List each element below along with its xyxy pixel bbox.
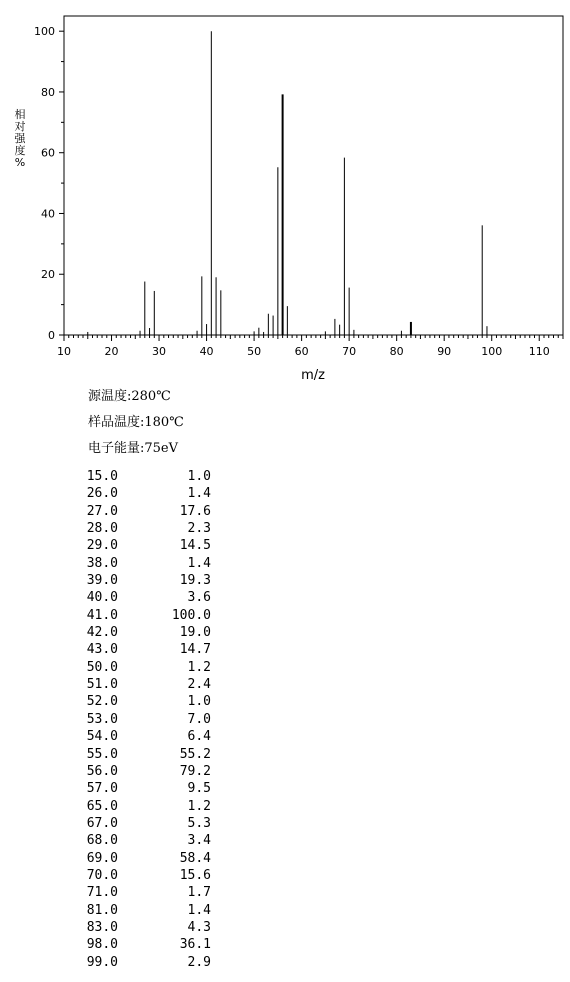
peak-mz: 65.0 — [86, 798, 118, 814]
peak-row — [80, 676, 211, 693]
peak-row — [80, 919, 211, 936]
peak-intensity: 5.3 — [187, 815, 211, 831]
electron-energy: 电子能量:75eV — [88, 441, 179, 456]
peak-row — [80, 624, 211, 641]
peak-row — [80, 693, 211, 710]
peak-mz: 81.0 — [86, 902, 118, 918]
peak-row — [80, 867, 211, 884]
peak-row — [80, 589, 211, 606]
peak-intensity: 3.6 — [187, 590, 211, 606]
peak-row — [80, 572, 211, 589]
peak-row — [80, 832, 211, 849]
peak-row — [80, 711, 211, 728]
peak-row — [80, 659, 211, 676]
y-axis-label: 相对强度% — [14, 108, 26, 169]
peak-row — [80, 520, 211, 537]
sample-temperature: 样品温度:180℃ — [88, 415, 184, 430]
x-tick-label: 60 — [294, 345, 309, 358]
peak-row — [80, 850, 211, 867]
peak-intensity: 1.2 — [187, 659, 211, 675]
peak-mz: 40.0 — [86, 590, 118, 606]
peak-intensity: 7.0 — [187, 711, 211, 727]
peak-row — [80, 815, 211, 832]
peak-mz: 27.0 — [86, 503, 118, 519]
peak-row — [80, 537, 211, 554]
peak-mz: 41.0 — [86, 607, 118, 623]
peak-intensity: 19.3 — [179, 573, 211, 589]
peak-row — [80, 641, 211, 658]
y-axis — [34, 25, 64, 342]
peak-mz: 54.0 — [86, 729, 118, 745]
x-tick-label: 80 — [389, 345, 404, 358]
peak-intensity: 79.2 — [179, 763, 211, 779]
peak-intensity: 1.0 — [187, 469, 211, 484]
peak-intensity: 55.2 — [179, 746, 211, 762]
peak-intensity: 1.7 — [187, 885, 211, 901]
peak-mz: 26.0 — [86, 486, 118, 502]
peak-mz: 57.0 — [86, 781, 118, 797]
y-tick-label: 20 — [41, 268, 55, 282]
peak-intensity: 6.4 — [187, 729, 211, 745]
peak-intensity: 36.1 — [179, 937, 211, 953]
peak-row — [80, 485, 211, 502]
y-tick-label: 60 — [41, 146, 55, 160]
peak-row — [80, 798, 211, 815]
y-tick-label: 100 — [34, 25, 55, 39]
peak-mz: 38.0 — [86, 555, 118, 571]
plot-frame — [64, 16, 563, 335]
x-tick-label: 40 — [199, 345, 214, 358]
acquisition-conditions — [88, 388, 184, 466]
source-temperature: 源温度:280℃ — [88, 389, 171, 404]
peak-intensity: 14.7 — [179, 642, 211, 658]
peak-row — [80, 763, 211, 780]
peak-intensity: 2.9 — [187, 954, 211, 970]
peak-mz: 71.0 — [86, 885, 118, 901]
peak-mz: 39.0 — [86, 573, 118, 589]
peak-row — [80, 555, 211, 572]
peak-intensity: 4.3 — [187, 919, 211, 935]
y-tick-label: 40 — [41, 207, 55, 221]
peak-intensity: 9.5 — [187, 781, 211, 797]
peak-intensity: 58.4 — [179, 850, 211, 866]
peak-intensity: 17.6 — [179, 503, 211, 519]
peak-mz: 51.0 — [86, 677, 118, 693]
peak-mz: 53.0 — [86, 711, 118, 727]
peak-row — [80, 728, 211, 745]
peak-intensity: 1.4 — [187, 902, 211, 918]
peak-mz: 99.0 — [86, 954, 118, 970]
peak-row — [80, 780, 211, 797]
peak-intensity: 3.4 — [187, 833, 211, 849]
peak-mz: 29.0 — [86, 538, 118, 554]
x-axis — [57, 335, 563, 358]
peak-row — [80, 884, 211, 901]
peak-row — [80, 902, 211, 919]
peak-intensity: 2.3 — [187, 521, 211, 537]
peak-mz: 70.0 — [86, 867, 118, 883]
spectrum-bars — [88, 31, 487, 335]
peak-intensity: 1.4 — [187, 555, 211, 571]
peak-mz: 69.0 — [86, 850, 118, 866]
peak-intensity: 1.4 — [187, 486, 211, 502]
y-tick-label: 0 — [48, 329, 55, 342]
peak-mz: 67.0 — [86, 815, 118, 831]
x-tick-label: 30 — [152, 345, 167, 358]
peak-intensity: 14.5 — [179, 538, 211, 554]
x-tick-label: 50 — [247, 345, 262, 358]
peak-row — [80, 936, 211, 953]
peak-intensity: 15.6 — [179, 867, 211, 883]
x-tick-label: 90 — [437, 345, 452, 358]
peak-mz: 28.0 — [86, 521, 118, 537]
peak-mz: 43.0 — [86, 642, 118, 658]
y-tick-label: 80 — [41, 85, 55, 99]
peak-row — [80, 746, 211, 763]
peak-mz: 52.0 — [86, 694, 118, 710]
x-tick-label: 100 — [481, 345, 503, 358]
peak-row — [80, 607, 211, 624]
peak-mz: 56.0 — [86, 763, 118, 779]
peak-row — [80, 468, 211, 485]
x-tick-label: 110 — [528, 345, 550, 358]
peak-intensity: 1.2 — [187, 798, 211, 814]
x-tick-label: 10 — [57, 345, 71, 358]
peak-intensity: 19.0 — [179, 625, 211, 641]
x-tick-label: 20 — [104, 345, 119, 358]
x-axis-label: m/z — [301, 368, 325, 383]
peak-list-table — [80, 468, 211, 971]
peak-mz: 50.0 — [86, 659, 118, 675]
peak-intensity: 100.0 — [171, 607, 211, 623]
peak-mz: 98.0 — [86, 937, 118, 953]
peak-mz: 68.0 — [86, 833, 118, 849]
peak-mz: 83.0 — [86, 919, 118, 935]
mass-spectrum-chart — [0, 0, 570, 385]
peak-row — [80, 954, 211, 971]
peak-intensity: 2.4 — [187, 677, 211, 693]
peak-mz: 55.0 — [86, 746, 118, 762]
x-tick-label: 70 — [342, 345, 357, 358]
peak-row — [80, 503, 211, 520]
peak-mz: 15.0 — [86, 469, 118, 484]
peak-intensity: 1.0 — [187, 694, 211, 710]
peak-mz: 42.0 — [86, 625, 118, 641]
